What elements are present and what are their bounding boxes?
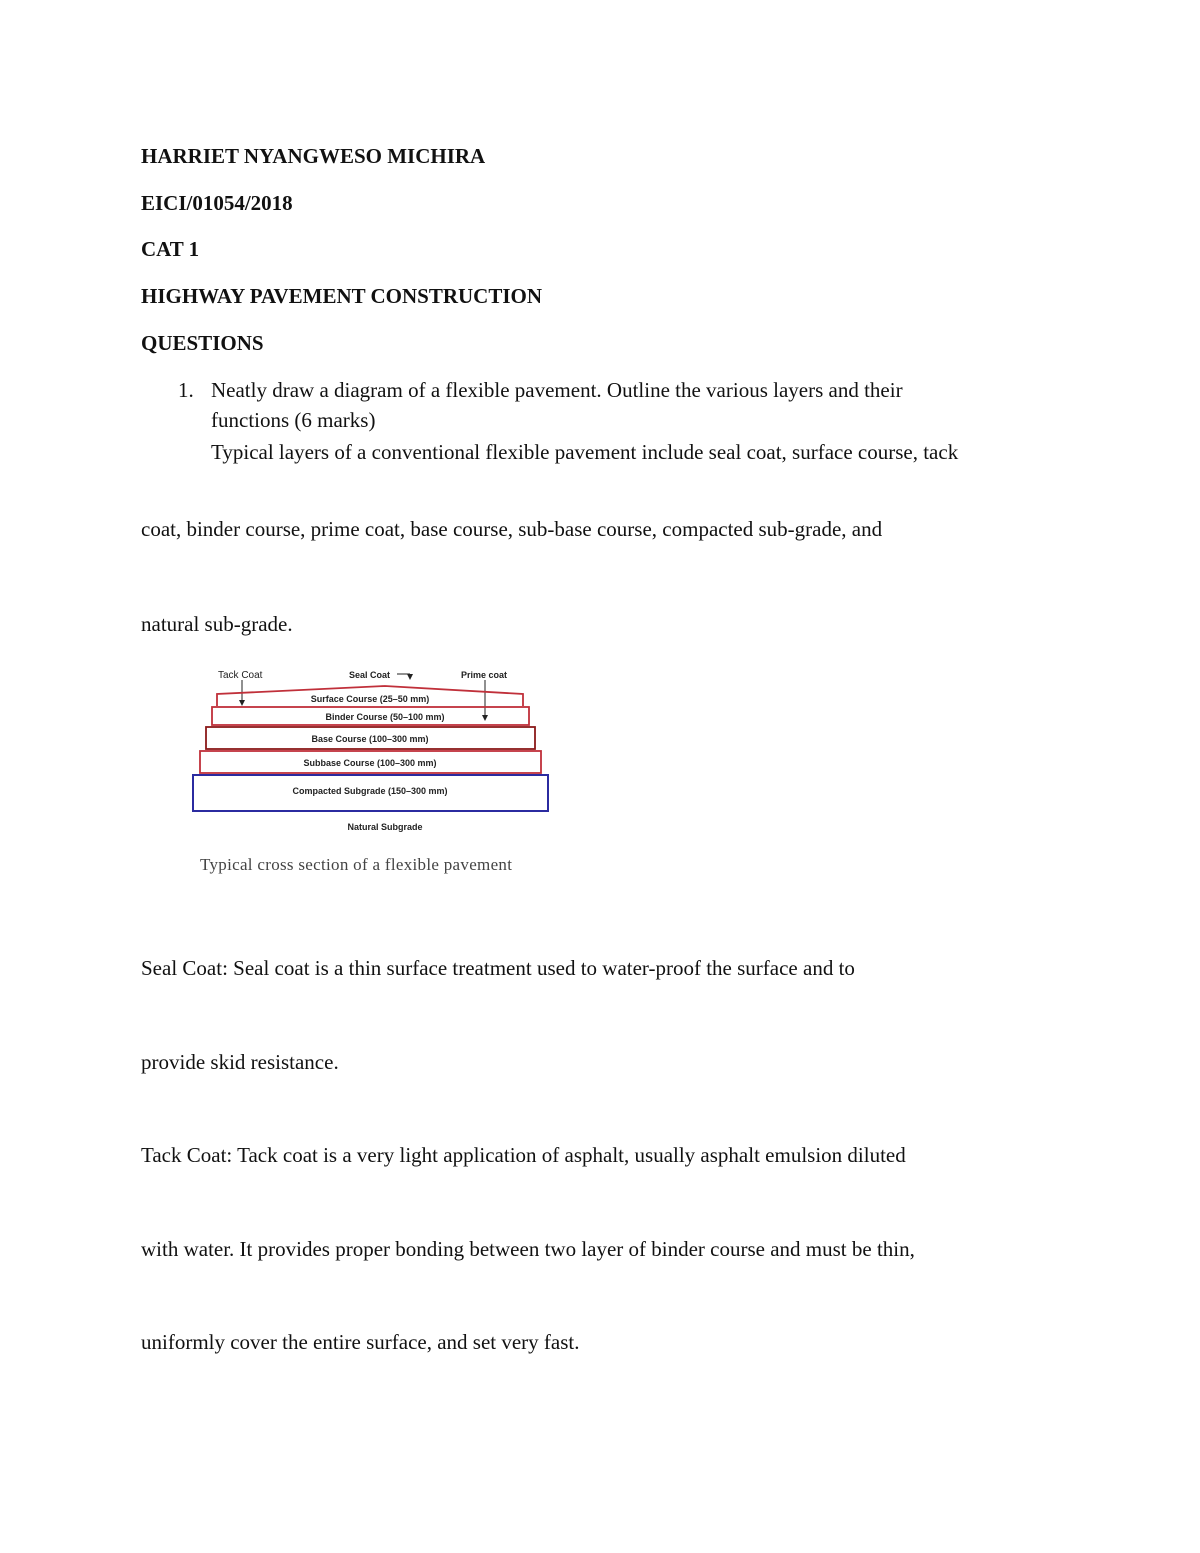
question-line-2: functions (6 marks) bbox=[211, 408, 376, 432]
cat-label: CAT 1 bbox=[141, 237, 200, 261]
section-heading: QUESTIONS bbox=[141, 331, 264, 355]
seal-coat-paragraph-line-1: Seal Coat: Seal coat is a thin surface treatment used to water-proof the surface and to bbox=[141, 956, 855, 980]
tack-coat-label: Tack Coat bbox=[218, 670, 263, 681]
tack-coat-paragraph-line-1: Tack Coat: Tack coat is a very light application of asphalt, usually asphalt emulsion diluted bbox=[141, 1143, 906, 1167]
surface-course-label: Surface Course (25–50 mm) bbox=[310, 694, 430, 704]
author-name: HARRIET NYANGWESO MICHIRA bbox=[141, 144, 486, 168]
prime-coat-label: Prime coat bbox=[461, 670, 508, 680]
tack-coat-paragraph-line-3: uniformly cover the entire surface, and set very fast. bbox=[141, 1330, 580, 1354]
compacted-subgrade-label: Compacted Subgrade (150–300 mm) bbox=[292, 786, 448, 796]
natural-subgrade-label: Natural Subgrade bbox=[347, 822, 423, 832]
question-number: 1. bbox=[178, 378, 194, 402]
registration-number: EICI/01054/2018 bbox=[141, 191, 293, 215]
seal-coat-label: Seal Coat bbox=[349, 670, 391, 680]
tack-coat-paragraph-line-2: with water. It provides proper bonding between two layer of binder course and must be thin, bbox=[141, 1237, 915, 1261]
binder-course-label: Binder Course (50–100 mm) bbox=[325, 712, 445, 722]
subbase-course-label: Subbase Course (100–300 mm) bbox=[303, 758, 437, 768]
course-title: HIGHWAY PAVEMENT CONSTRUCTION bbox=[141, 284, 543, 308]
seal-coat-paragraph-line-2: provide skid resistance. bbox=[141, 1050, 339, 1074]
answer-end: natural sub-grade. bbox=[141, 612, 293, 636]
question-line-1: Neatly draw a diagram of a flexible pavement. Outline the various layers and their bbox=[211, 378, 903, 402]
flexible-pavement-diagram bbox=[185, 660, 555, 840]
base-course-label: Base Course (100–300 mm) bbox=[311, 734, 429, 744]
answer-continuation: coat, binder course, prime coat, base course, sub-base course, compacted sub-grade, and bbox=[141, 517, 883, 541]
prime-coat-arrow-head bbox=[482, 715, 488, 721]
tack-coat-arrow-head bbox=[239, 700, 245, 706]
diagram-caption: Typical cross section of a flexible pavement bbox=[200, 855, 513, 874]
answer-intro: Typical layers of a conventional flexible pavement include seal coat, surface course, tack bbox=[211, 440, 959, 464]
seal-coat-arrow-head bbox=[407, 674, 413, 680]
